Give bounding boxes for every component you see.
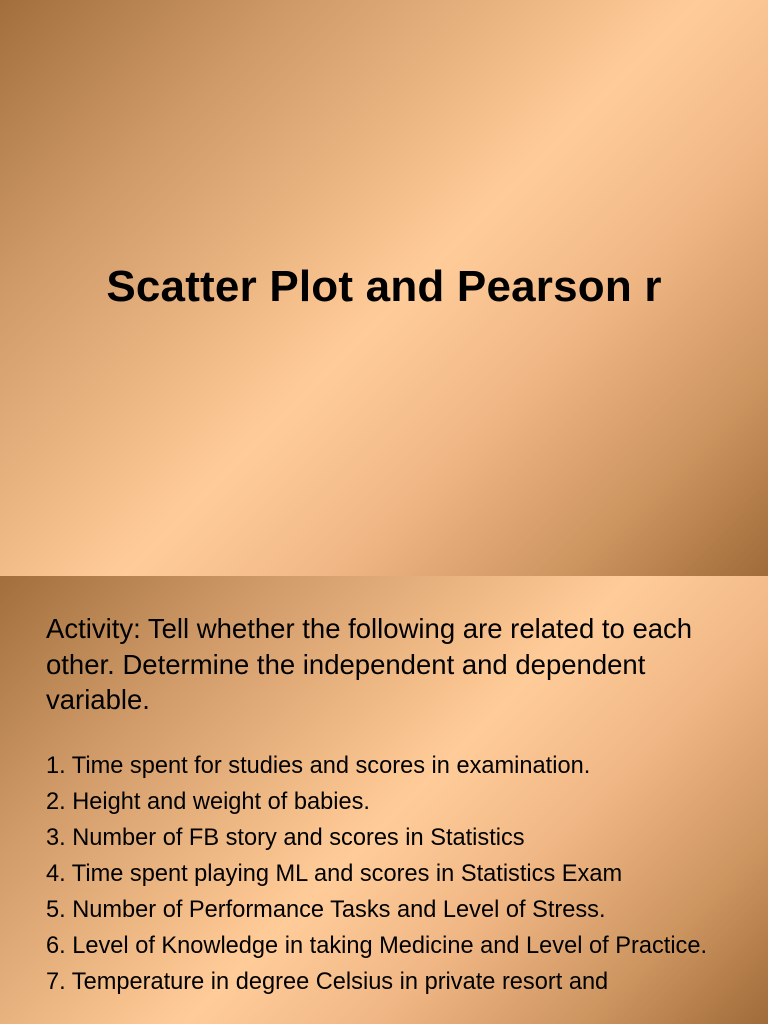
activity-instructions: Activity: Tell whether the following are related to each other. Determine the independent and dependent variable.: [46, 613, 693, 715]
list-item: 3. Number of FB story and scores in Statistics: [46, 825, 525, 851]
list-item: 6. Level of Knowledge in taking Medicine and Level of Practice.: [46, 933, 708, 959]
list-item: 7. Temperature in degree Celsius in private resort and: [46, 969, 609, 995]
activity-list: [46, 752, 736, 1004]
slide-title: Scatter Plot and Pearson r: [106, 262, 662, 311]
activity-slide: [0, 576, 768, 1024]
list-item: 4. Time spent playing ML and scores in Statistics Exam: [46, 861, 623, 887]
list-item: 2. Height and weight of babies.: [46, 789, 370, 815]
list-item: 1. Time spent for studies and scores in examination.: [46, 753, 591, 779]
list-item: 5. Number of Performance Tasks and Level of Stress.: [46, 897, 606, 923]
